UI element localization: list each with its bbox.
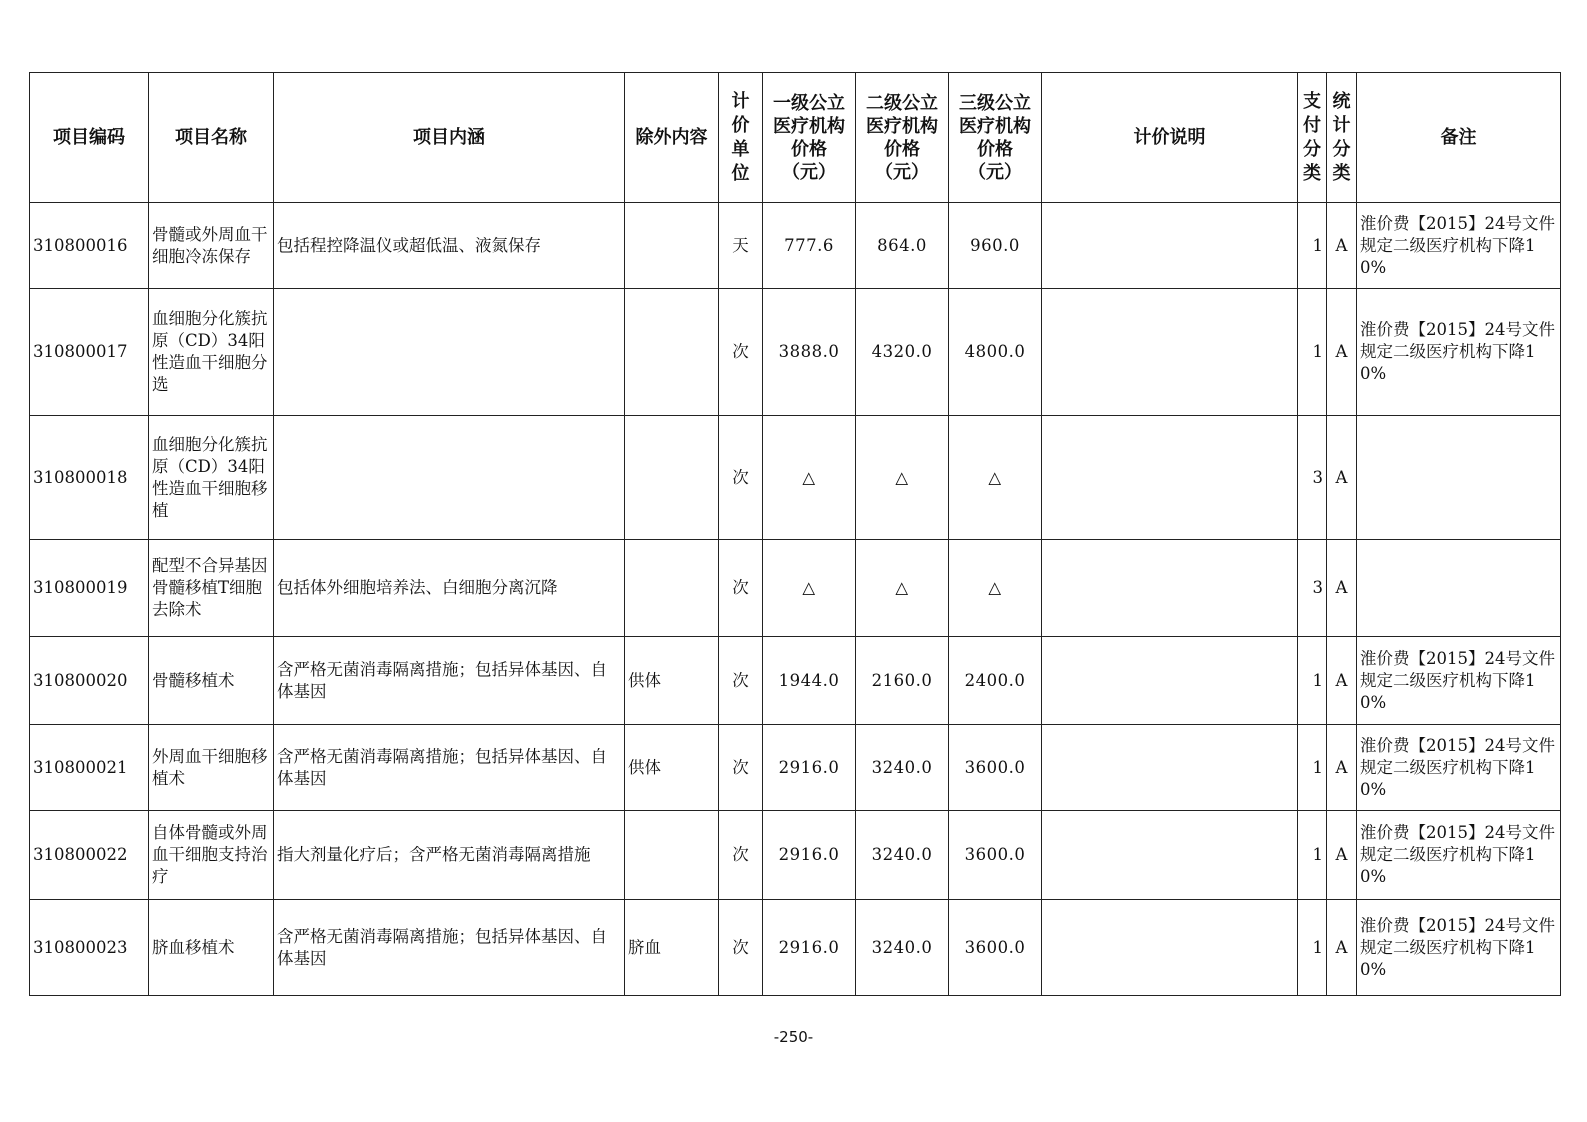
header-price3-cell <box>949 73 1042 203</box>
cell-content: 指大剂量化疗后；含严格无菌消毒隔离措施 <box>274 811 625 900</box>
cell-explain <box>1042 637 1298 725</box>
cell-content: 含严格无菌消毒隔离措施；包括异体基因、自体基因 <box>274 725 625 811</box>
cell-excluded <box>625 416 719 540</box>
cell-unit: 次 <box>719 289 763 416</box>
cell-price2: △ <box>856 540 949 637</box>
cell-name: 自体骨髓或外周血干细胞支持治疗 <box>149 811 274 900</box>
cell-excluded <box>625 540 719 637</box>
cell-price2: 3240.0 <box>856 725 949 811</box>
cell-unit: 次 <box>719 637 763 725</box>
cell-unit: 次 <box>719 811 763 900</box>
cell-content: 包括体外细胞培养法、白细胞分离沉降 <box>274 540 625 637</box>
cell-price3: 3600.0 <box>949 811 1042 900</box>
header-name: 项目名称 <box>149 73 274 203</box>
cell-price1: 1944.0 <box>763 637 856 725</box>
header-stat: 统计分类 <box>1332 90 1351 184</box>
table-row <box>30 637 1561 725</box>
header-price1-cell <box>763 73 856 203</box>
cell-price2: 2160.0 <box>856 637 949 725</box>
cell-price1: △ <box>763 416 856 540</box>
cell-pay: 1 <box>1298 725 1327 811</box>
cell-price2: 4320.0 <box>856 289 949 416</box>
cell-unit: 次 <box>719 540 763 637</box>
cell-explain <box>1042 203 1298 289</box>
cell-stat: A <box>1327 416 1357 540</box>
cell-stat: A <box>1327 540 1357 637</box>
table-row <box>30 203 1561 289</box>
header-price1: 一级公立医疗机构价格（元） <box>773 92 845 183</box>
cell-price2: △ <box>856 416 949 540</box>
cell-code: 310800017 <box>30 289 149 416</box>
header-row <box>30 73 1561 203</box>
cell-explain <box>1042 540 1298 637</box>
header-content: 项目内涵 <box>274 73 625 203</box>
cell-note: 淮价费【2015】24号文件规定二级医疗机构下降10% <box>1357 811 1561 900</box>
cell-name: 血细胞分化簇抗原（CD）34阳性造血干细胞移植 <box>149 416 274 540</box>
cell-price1: 777.6 <box>763 203 856 289</box>
cell-unit: 天 <box>719 203 763 289</box>
cell-excluded: 供体 <box>625 725 719 811</box>
header-price2: 二级公立医疗机构价格（元） <box>866 92 938 183</box>
cell-code: 310800023 <box>30 900 149 996</box>
cell-price1: 2916.0 <box>763 811 856 900</box>
header-code: 项目编码 <box>30 73 149 203</box>
cell-note <box>1357 416 1561 540</box>
cell-stat: A <box>1327 203 1357 289</box>
cell-code: 310800021 <box>30 725 149 811</box>
cell-content: 包括程控降温仪或超低温、液氮保存 <box>274 203 625 289</box>
cell-note: 淮价费【2015】24号文件规定二级医疗机构下降10% <box>1357 203 1561 289</box>
cell-stat: A <box>1327 900 1357 996</box>
cell-content: 含严格无菌消毒隔离措施；包括异体基因、自体基因 <box>274 637 625 725</box>
cell-pay: 1 <box>1298 811 1327 900</box>
cell-note: 淮价费【2015】24号文件规定二级医疗机构下降10% <box>1357 637 1561 725</box>
cell-unit: 次 <box>719 725 763 811</box>
cell-name: 血细胞分化簇抗原（CD）34阳性造血干细胞分选 <box>149 289 274 416</box>
cell-price1: 2916.0 <box>763 725 856 811</box>
table-row <box>30 811 1561 900</box>
cell-name: 脐血移植术 <box>149 900 274 996</box>
cell-excluded <box>625 811 719 900</box>
cell-pay: 1 <box>1298 203 1327 289</box>
cell-pay: 3 <box>1298 416 1327 540</box>
cell-content: 含严格无菌消毒隔离措施；包括异体基因、自体基因 <box>274 900 625 996</box>
cell-content <box>274 289 625 416</box>
cell-code: 310800018 <box>30 416 149 540</box>
cell-pay: 1 <box>1298 637 1327 725</box>
cell-unit: 次 <box>719 900 763 996</box>
header-unit-cell <box>719 73 763 203</box>
cell-price3: 2400.0 <box>949 637 1042 725</box>
cell-explain <box>1042 289 1298 416</box>
cell-note: 淮价费【2015】24号文件规定二级医疗机构下降10% <box>1357 289 1561 416</box>
cell-price2: 3240.0 <box>856 900 949 996</box>
cell-price3: 3600.0 <box>949 725 1042 811</box>
table-row <box>30 725 1561 811</box>
cell-code: 310800020 <box>30 637 149 725</box>
cell-price3: 4800.0 <box>949 289 1042 416</box>
header-stat-cell <box>1327 73 1357 203</box>
header-explain: 计价说明 <box>1042 73 1298 203</box>
cell-name: 配型不合异基因骨髓移植T细胞去除术 <box>149 540 274 637</box>
page-number: -250- <box>773 1028 814 1046</box>
header-unit: 计价单位 <box>731 90 750 184</box>
cell-name: 骨髓移植术 <box>149 637 274 725</box>
cell-content <box>274 416 625 540</box>
cell-price2: 864.0 <box>856 203 949 289</box>
cell-stat: A <box>1327 725 1357 811</box>
cell-note: 淮价费【2015】24号文件规定二级医疗机构下降10% <box>1357 900 1561 996</box>
header-pay-cell <box>1298 73 1327 203</box>
header-price3: 三级公立医疗机构价格（元） <box>959 92 1031 183</box>
header-excluded: 除外内容 <box>625 73 719 203</box>
cell-price1: 2916.0 <box>763 900 856 996</box>
cell-price3: 960.0 <box>949 203 1042 289</box>
cell-stat: A <box>1327 637 1357 725</box>
cell-excluded <box>625 203 719 289</box>
table-row <box>30 416 1561 540</box>
cell-price1: 3888.0 <box>763 289 856 416</box>
cell-pay: 1 <box>1298 289 1327 416</box>
cell-code: 310800022 <box>30 811 149 900</box>
header-price2-cell <box>856 73 949 203</box>
cell-name: 外周血干细胞移植术 <box>149 725 274 811</box>
cell-price3: △ <box>949 540 1042 637</box>
cell-price3: △ <box>949 416 1042 540</box>
cell-explain <box>1042 900 1298 996</box>
cell-pay: 1 <box>1298 900 1327 996</box>
cell-pay: 3 <box>1298 540 1327 637</box>
cell-name: 骨髓或外周血干细胞冷冻保存 <box>149 203 274 289</box>
cell-price3: 3600.0 <box>949 900 1042 996</box>
cell-explain <box>1042 416 1298 540</box>
table-row <box>30 540 1561 637</box>
price-table <box>29 72 1561 996</box>
cell-price2: 3240.0 <box>856 811 949 900</box>
cell-explain <box>1042 811 1298 900</box>
cell-stat: A <box>1327 811 1357 900</box>
cell-price1: △ <box>763 540 856 637</box>
cell-note <box>1357 540 1561 637</box>
table-row <box>30 900 1561 996</box>
header-pay: 支付分类 <box>1302 90 1321 184</box>
cell-note: 淮价费【2015】24号文件规定二级医疗机构下降10% <box>1357 725 1561 811</box>
header-note: 备注 <box>1357 73 1561 203</box>
cell-unit: 次 <box>719 416 763 540</box>
cell-excluded: 供体 <box>625 637 719 725</box>
cell-code: 310800016 <box>30 203 149 289</box>
cell-explain <box>1042 725 1298 811</box>
cell-excluded <box>625 289 719 416</box>
table-row <box>30 289 1561 416</box>
cell-code: 310800019 <box>30 540 149 637</box>
cell-stat: A <box>1327 289 1357 416</box>
cell-excluded: 脐血 <box>625 900 719 996</box>
